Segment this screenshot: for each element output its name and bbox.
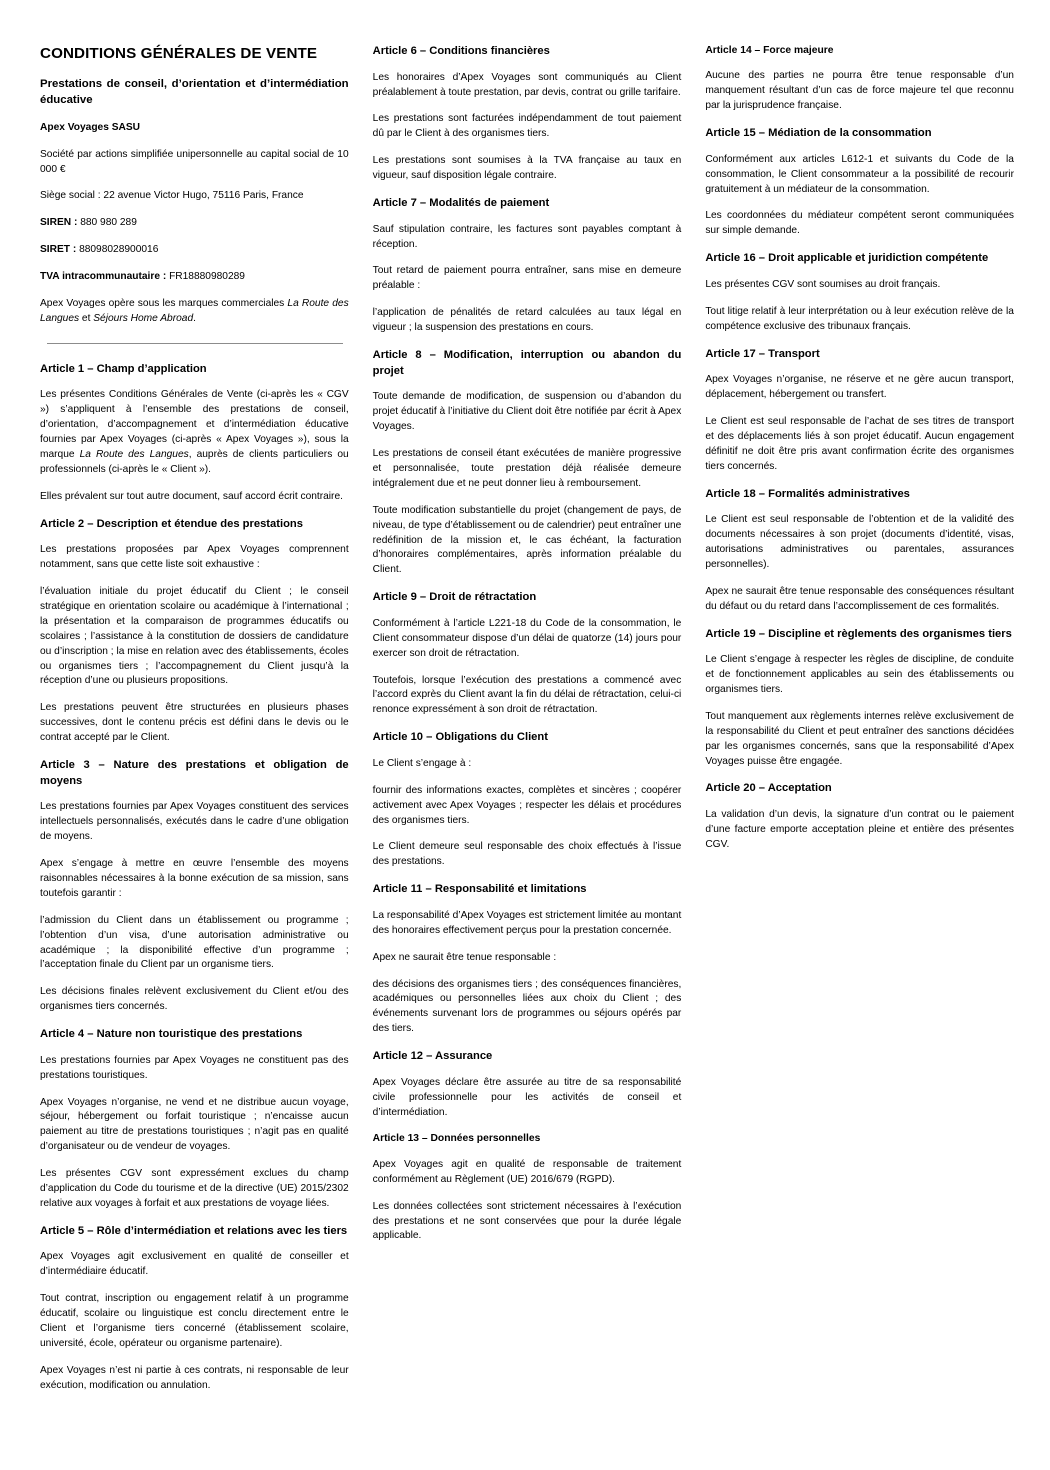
brands-suffix: . bbox=[193, 312, 196, 324]
tva-line bbox=[40, 270, 349, 285]
article-12-heading: Article 12 – Assurance bbox=[372, 1050, 493, 1063]
article-8-heading: Article 8 – Modification, interruption ou abandon du projet bbox=[372, 349, 682, 377]
siret-label: SIRET : bbox=[40, 244, 80, 256]
siren-line bbox=[40, 216, 349, 231]
article-19-paragraph-1: Le Client s’engage à respecter les règles de discipline, de conduite et de fonctionnement applicables au sein des établissements ou organismes tiers. bbox=[705, 654, 1014, 696]
article-17-paragraph-1: Apex Voyages n’organise, ne réserve et ne gère aucun transport, déplacement, hébergement ou transfert. bbox=[705, 374, 1014, 401]
article-7-paragraph-3: l’application de pénalités de retard calculées au taux légal en vigueur ; la suspension des prestations en cours. bbox=[372, 307, 682, 334]
article-5-paragraph-1: Apex Voyages agit exclusivement en qualité de conseiller et d’intermédiaire éducatif. bbox=[40, 1251, 349, 1278]
article-17-heading: Article 17 – Transport bbox=[705, 347, 820, 360]
article-6-paragraph-2: Les prestations sont facturées indépendamment de tout paiement dû par le Client à des organismes tiers. bbox=[372, 113, 682, 140]
article-18-heading: Article 18 – Formalités administratives bbox=[705, 487, 910, 500]
article-16-heading: Article 16 – Droit applicable et juridiction compétente bbox=[705, 252, 989, 265]
article-19-heading: Article 19 – Discipline et règlements des organismes tiers bbox=[705, 627, 1012, 640]
article-3-paragraph-3: l’admission du Client dans un établissement ou programme ; l’obtention d’un visa, d’une autorisation administrative ou académique ; la disponibilité effective d’un programme ; l’acceptation finale du Client par un organisme tiers. bbox=[40, 914, 349, 971]
entity-name: Apex Voyages SASU bbox=[40, 122, 141, 134]
article-7-heading: Article 7 – Modalités de paiement bbox=[372, 197, 550, 210]
article-6-paragraph-3: Les prestations sont soumises à la TVA française au taux en vigueur, sauf disposition légale contraire. bbox=[372, 155, 682, 182]
commercial-brands bbox=[40, 297, 349, 327]
tva-value: FR18880980289 bbox=[169, 271, 245, 283]
article-16-paragraph-1: Les présentes CGV sont soumises au droit français. bbox=[705, 278, 941, 290]
article-1-heading: Article 1 – Champ d’application bbox=[40, 362, 207, 375]
brands-prefix: Apex Voyages opère sous les marques commerciales bbox=[40, 298, 288, 309]
article-9-heading: Article 9 – Droit de rétractation bbox=[372, 591, 537, 604]
siren-label: SIREN : bbox=[40, 217, 81, 229]
article-4-paragraph-1: Les prestations fournies par Apex Voyages ne constituent pas des prestations touristiques. bbox=[40, 1054, 349, 1081]
article-2-paragraph-2: l’évaluation initiale du projet éducatif du Client ; le conseil stratégique en orientation scolaire ou académique à l’international ; la présentation et la comparaison de programmes éducatifs ou scolaires ; l’assistance à la constitution de dossiers de candidature ou d’inscription ; la mise en relation avec des établissements, écoles ou organismes tiers ; l’accompagnement du Client jusqu’à la réception d’une ou plusieurs propositions. bbox=[40, 586, 349, 687]
article-10-paragraph-3: Le Client demeure seul responsable des choix effectués à l’issue des prestations. bbox=[372, 841, 682, 868]
article-4-paragraph-3: Les présentes CGV sont expressément exclues du champ d’application du Code du tourisme et de la directive (UE) 2015/2302 relative aux voyages à forfait et aux prestations de voyage liées. bbox=[40, 1168, 349, 1209]
article-10-paragraph-1: Le Client s’engage à : bbox=[372, 757, 472, 769]
article-12-paragraph-1: Apex Voyages déclare être assurée au titre de sa responsabilité civile professionnelle pour les activités de conseil et d’intermédiation. bbox=[372, 1076, 682, 1118]
article-3-paragraph-2: Apex s’engage à mettre en œuvre l’ensemble des moyens raisonnables nécessaires à la bonne exécution de sa mission, sans toutefois garantir : bbox=[40, 858, 349, 899]
article-2-heading: Article 2 – Description et étendue des prestations bbox=[40, 517, 303, 530]
legal-form: Société par actions simplifiée unipersonnelle au capital social de 10 000 € bbox=[40, 148, 349, 175]
brand-two: Séjours Home Abroad bbox=[93, 312, 194, 324]
article-13-paragraph-2: Les données collectées sont strictement nécessaires à l’exécution des prestations et ne sont conservées que pour la durée légale applicable. bbox=[372, 1200, 682, 1242]
brand-one: La Route des Langues bbox=[40, 298, 349, 324]
article-8-paragraph-2: Les prestations de conseil étant exécutées de manière progressive et personnalisée, toute prestation déjà réalisée demeure intégralement due et ne peut donner lieu à remboursement. bbox=[372, 448, 682, 489]
registered-address: Siège social : 22 avenue Victor Hugo, 75116 Paris, France bbox=[40, 190, 304, 202]
article-5-paragraph-2: Tout contrat, inscription ou engagement relatif à un programme éducatif, scolaire ou linguistique est conclu directement entre le Client et l’organisme tiers concerné (établissement scolaire, université, école, opérateur ou organisme partenaire). bbox=[40, 1293, 349, 1349]
article-1-p1-part-b: , auprès de clients particuliers ou professionnels (ci-après le « Client »). bbox=[40, 449, 349, 475]
siren-value: 880 980 289 bbox=[80, 217, 137, 229]
article-7-paragraph-2: Tout retard de paiement pourra entraîner, sans mise en demeure préalable : bbox=[372, 265, 682, 292]
article-18-paragraph-1: Le Client est seul responsable de l’obtention et de la validité des documents nécessaires à son projet (documents d’identité, visas, autorisations administratives ou parentales, assurances personnelles). bbox=[705, 514, 1014, 570]
article-11-paragraph-1: La responsabilité d’Apex Voyages est strictement limitée au montant des honoraires effectivement perçus pour la prestation concernée. bbox=[372, 909, 682, 936]
brands-join: et bbox=[79, 312, 94, 324]
article-1-paragraph-1 bbox=[40, 388, 349, 477]
article-1-p1-part-a: Les présentes Conditions Générales de Vente (ci-après les « CGV ») s’appliquent à l’ensemble des prestations de conseil, d’orientation, d’accompagnement et d’intermédiation éducative fournies par Apex Voyages (ci-après « Apex Voyages »), sous la marque bbox=[40, 389, 349, 461]
article-11-paragraph-2: Apex ne saurait être tenue responsable : bbox=[372, 951, 557, 963]
article-14-heading: Article 14 – Force majeure bbox=[705, 45, 834, 56]
article-3-heading: Article 3 – Nature des prestations et obligation de moyens bbox=[40, 759, 349, 787]
document-subtitle: Prestations de conseil, d’orientation et d’intermédiation éducative bbox=[40, 78, 349, 107]
article-17-paragraph-2: Le Client est seul responsable de l’achat de ses titres de transport et des déplacements liés à son projet éducatif. Aucun engagement définitif ne doit être pris avant confirmation écrite des organismes tiers concernés. bbox=[705, 416, 1014, 472]
article-16-paragraph-2: Tout litige relatif à leur interprétation ou à leur exécution relève de la compétence exclusive des tribunaux français. bbox=[705, 305, 1014, 332]
article-15-heading: Article 15 – Médiation de la consommation bbox=[705, 127, 932, 140]
article-14-paragraph-1: Aucune des parties ne pourra être tenue responsable d’un manquement résultant d’un cas de force majeure tel que reconnu par la jurisprudence française. bbox=[705, 70, 1014, 112]
article-5-heading: Article 5 – Rôle d’intermédiation et relations avec les tiers bbox=[40, 1224, 348, 1237]
siret-line bbox=[40, 243, 349, 258]
siret-value: 88098028900016 bbox=[79, 244, 159, 256]
article-11-heading: Article 11 – Responsabilité et limitations bbox=[372, 883, 587, 896]
page-title: CONDITIONS GÉNÉRALES DE VENTE bbox=[40, 45, 318, 62]
article-1-paragraph-2: Elles prévalent sur tout autre document, sauf accord écrit contraire. bbox=[40, 490, 343, 502]
article-9-paragraph-2: Toutefois, lorsque l’exécution des prestations a commencé avec l’accord exprès du Client avant la fin du délai de rétractation, celui-ci renonce expressément à son droit de rétractation. bbox=[372, 674, 682, 716]
article-3-paragraph-1: Les prestations fournies par Apex Voyages constituent des services intellectuels personnalisés, exécutés dans le cadre d’une obligation de moyens. bbox=[40, 801, 349, 843]
article-20-paragraph-1: La validation d’un devis, la signature d’un contrat ou le paiement d’une facture emporte acceptation pleine et entière des présentes CGV. bbox=[705, 809, 1014, 850]
article-10-paragraph-2: fournir des informations exactes, complètes et sincères ; coopérer activement avec Apex Voyages ; respecter les délais et procédures des organismes tiers. bbox=[372, 784, 682, 826]
article-6-heading: Article 6 – Conditions financières bbox=[372, 45, 550, 57]
article-9-paragraph-1: Conformément à l’article L221-18 du Code de la consommation, le Client consommateur dispose d’un délai de quatorze (14) jours pour exercer son droit de rétractation. bbox=[372, 617, 682, 659]
article-1-brand: La Route des Langues bbox=[79, 449, 189, 461]
article-18-paragraph-2: Apex ne saurait être tenue responsable des conséquences résultant du défaut ou du retard dans l’accomplissement de ces formalités. bbox=[705, 585, 1014, 612]
article-15-paragraph-2: Les coordonnées du médiateur compétent seront communiquées sur simple demande. bbox=[705, 210, 1014, 237]
article-6-paragraph-1: Les honoraires d’Apex Voyages sont communiqués au Client préalablement à toute prestation, par devis, contrat ou grille tarifaire. bbox=[372, 71, 682, 98]
article-4-heading: Article 4 – Nature non touristique des prestations bbox=[40, 1028, 303, 1041]
article-19-paragraph-2: Tout manquement aux règlements internes relève exclusivement de la responsabilité du Client et peut entraîner des sanctions décidées par les organismes concernés, sans que la responsabilité d’Apex Voyages puisse être engagée. bbox=[705, 710, 1014, 767]
article-2-paragraph-1: Les prestations proposées par Apex Voyages comprennent notamment, sans que cette liste soit exhaustive : bbox=[40, 544, 349, 571]
article-3-paragraph-4: Les décisions finales relèvent exclusivement du Client et/ou des organismes tiers concernés. bbox=[40, 986, 349, 1013]
article-8-paragraph-3: Toute modification substantielle du projet (changement de pays, de niveau, de type d’établissement ou de calendrier) peut entraîner une redéfinition de la mission et, le cas échéant, la facturation d’honoraires complémentaires, après information préalable du Client. bbox=[372, 504, 682, 576]
article-10-heading: Article 10 – Obligations du Client bbox=[372, 731, 548, 744]
article-20-heading: Article 20 – Acceptation bbox=[705, 782, 832, 795]
article-15-paragraph-1: Conformément aux articles L612-1 et suivants du Code de la consommation, le Client consommateur a la possibilité de recourir gratuitement à un médiateur de la consommation. bbox=[705, 153, 1014, 195]
article-11-paragraph-3: des décisions des organismes tiers ; des conséquences financières, académiques ou personnelles liées aux choix du Client ; des événements survenant lors de programmes ou séjours opérés par des tiers. bbox=[372, 978, 682, 1035]
section-divider bbox=[47, 343, 343, 344]
article-13-heading: Article 13 – Données personnelles bbox=[372, 1133, 541, 1145]
three-column-layout bbox=[40, 44, 1014, 1444]
article-5-paragraph-3: Apex Voyages n’est ni partie à ces contrats, ni responsable de leur exécution, modification ou annulation. bbox=[40, 1364, 349, 1391]
tva-label: TVA intracommunautaire : bbox=[40, 271, 170, 283]
article-13-paragraph-1: Apex Voyages agit en qualité de responsable de traitement conformément au Règlement (UE) 2016/679 (RGPD). bbox=[372, 1158, 682, 1185]
article-4-paragraph-2: Apex Voyages n’organise, ne vend et ne distribue aucun voyage, séjour, hébergement ou forfait touristique ; n’encaisse aucun paiement au titre de prestations touristiques ; n’agit pas en qualité d’organisateur ou de vendeur de voyages. bbox=[40, 1096, 349, 1153]
page-content-area bbox=[40, 44, 1014, 1460]
article-7-paragraph-1: Sauf stipulation contraire, les factures sont payables comptant à réception. bbox=[372, 223, 682, 250]
article-8-paragraph-1: Toute demande de modification, de suspension ou d’abandon du projet éducatif à l’initiative du Client doit être notifiée par écrit à Apex Voyages. bbox=[372, 391, 682, 433]
article-2-paragraph-3: Les prestations peuvent être structurées en plusieurs phases successives, dont le contenu précis est défini dans le devis ou le contrat accepté par le Client. bbox=[40, 702, 349, 744]
